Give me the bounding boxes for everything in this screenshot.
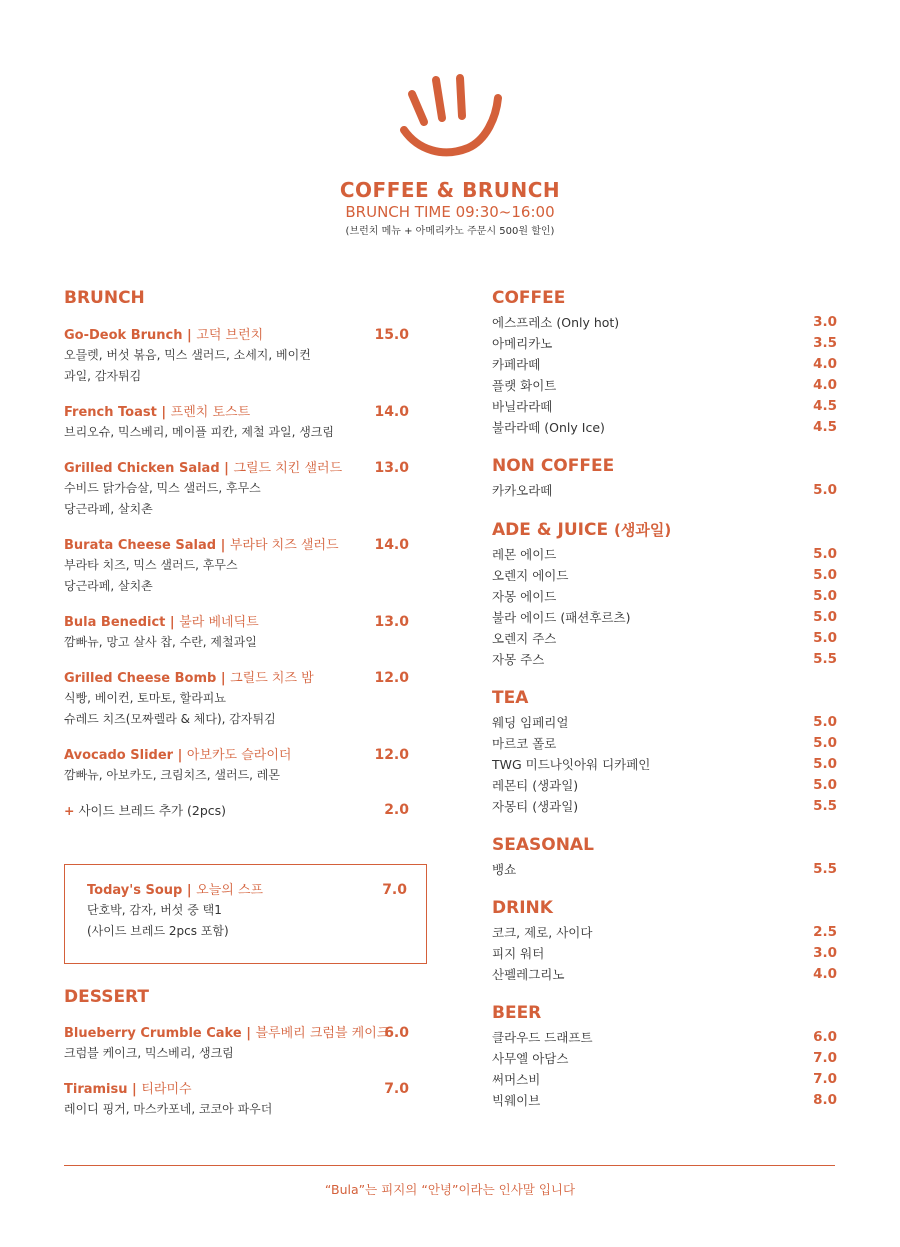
section-title-brunch: BRUNCH — [64, 288, 145, 308]
beer-list — [492, 1027, 837, 1111]
list-item — [492, 859, 837, 880]
list-item — [492, 1048, 837, 1069]
list-item — [492, 312, 837, 333]
menu-item: Grilled Cheese Bomb | 그릴드 치즈 밤 12.0 식빵, 베이컨, 토마토, 할라피뇨 슈레드 치즈(모짜렐라 & 체다), 감자튀김 — [64, 670, 409, 730]
item-name-kr: 프렌치 토스트 — [170, 405, 251, 420]
item-price: 5.5 — [813, 651, 837, 667]
item-name: 불라라떼 (Only Ice) — [492, 420, 605, 435]
item-price: 3.0 — [813, 945, 837, 961]
ade-list — [492, 544, 837, 670]
item-price: 5.0 — [813, 609, 837, 625]
item-price: 7.0 — [813, 1071, 837, 1087]
item-price: 14.0 — [374, 404, 409, 420]
item-name: 오렌지 에이드 — [492, 568, 569, 583]
brunch-time: BRUNCH TIME 09:30~16:00 — [345, 203, 555, 221]
dessert-section — [64, 987, 409, 1120]
list-item — [492, 1090, 837, 1111]
item-desc: 과일, 감자튀김 — [64, 369, 142, 383]
item-desc: 브리오슈, 믹스베리, 메이플 피칸, 제철 과일, 생크림 — [64, 425, 334, 439]
menu-item: Grilled Chicken Salad | 그릴드 치킨 샐러드 13.0 수비드 닭가슴살, 믹스 샐러드, 후무스 당근라페, 살치촌 — [64, 460, 409, 520]
item-name-en: Avocado Slider — [64, 748, 174, 763]
item-name: 피지 워터 — [492, 946, 545, 961]
list-item — [492, 943, 837, 964]
drink-list — [492, 922, 837, 985]
list-item — [492, 417, 837, 438]
item-desc: 수비드 닭가슴살, 믹스 샐러드, 후무스 — [64, 481, 261, 495]
footer-divider — [64, 1165, 835, 1166]
ade-title: ADE & JUICE — [492, 520, 609, 540]
item-name-en: Tiramisu — [64, 1082, 128, 1097]
item-price: 5.0 — [813, 567, 837, 583]
side-bread-price: 2.0 — [384, 802, 409, 818]
tea-list — [492, 712, 837, 817]
section-title-seasonal: SEASONAL — [492, 835, 594, 855]
section-title-drink: DRINK — [492, 898, 553, 918]
item-price: 6.0 — [813, 1029, 837, 1045]
item-price: 5.0 — [813, 735, 837, 751]
item-name-kr: 고덕 브런치 — [196, 328, 264, 343]
item-name: 빅웨이브 — [492, 1093, 541, 1108]
list-item — [492, 396, 837, 417]
item-name-kr: 티라미수 — [141, 1082, 192, 1097]
item-price: 5.5 — [813, 798, 837, 814]
menu-item: French Toast | 프렌치 토스트 14.0 브리오슈, 믹스베리, 메이플 피칸, 제철 과일, 생크림 — [64, 404, 409, 443]
item-price: 14.0 — [374, 537, 409, 553]
soup-name-kr: 오늘의 스프 — [196, 883, 264, 898]
menu-item: Bula Benedict | 불라 베네딕트 13.0 깜빠뉴, 망고 살사 찹, 수란, 제철과일 — [64, 614, 409, 653]
item-name-en: Go-Deok Brunch — [64, 328, 183, 343]
list-item — [492, 480, 837, 501]
item-name: 코크, 제로, 사이다 — [492, 925, 593, 940]
item-price: 4.0 — [813, 356, 837, 372]
left-column — [64, 288, 409, 821]
item-name: 바닐라라떼 — [492, 399, 553, 414]
list-item — [492, 1027, 837, 1048]
item-name: 산펠레그리노 — [492, 967, 565, 982]
section-title-tea: TEA — [492, 688, 529, 708]
menu-item: Go-Deok Brunch | 고덕 브런치 15.0 오믈렛, 버섯 볶음, 믹스 샐러드, 소세지, 베이컨 과일, 감자튀김 — [64, 327, 409, 387]
item-name: 에스프레소 (Only hot) — [492, 315, 620, 330]
list-item — [492, 796, 837, 817]
section-title-dessert: DESSERT — [64, 987, 149, 1007]
item-name-kr: 블루베리 크럼블 케이크 — [255, 1026, 390, 1041]
seasonal-list — [492, 859, 837, 880]
side-bread-item — [64, 800, 409, 821]
item-desc: 부라타 치즈, 믹스 샐러드, 후무스 — [64, 558, 238, 572]
soup-item: Today's Soup | 오늘의 스프 7.0 단호박, 감자, 버섯 중 택1 (사이드 브레드 2pcs 포함) — [87, 882, 407, 942]
item-name-kr: 불라 베네딕트 — [179, 615, 259, 630]
item-desc: 당근라페, 살치촌 — [64, 502, 153, 516]
item-price: 3.0 — [813, 314, 837, 330]
footer-text: “Bula”는 피지의 “안녕”이라는 인사말 입니다 — [324, 1182, 576, 1197]
list-item — [492, 1069, 837, 1090]
item-price: 4.0 — [813, 966, 837, 982]
item-name: 레몬티 (생과일) — [492, 778, 579, 793]
list-item — [492, 628, 837, 649]
soup-price: 7.0 — [382, 882, 407, 898]
soup-name-en: Today's Soup — [87, 883, 183, 898]
noncoffee-list — [492, 480, 837, 501]
item-price: 5.5 — [813, 861, 837, 877]
item-name: 써머스비 — [492, 1072, 541, 1087]
list-item — [492, 354, 837, 375]
item-name-en: Bula Benedict — [64, 615, 166, 630]
plus-icon: + — [64, 803, 75, 818]
item-name-kr: 그릴드 치즈 밤 — [230, 671, 314, 686]
item-name-kr: 그릴드 치킨 샐러드 — [233, 461, 343, 476]
section-title-noncoffee: NON COFFEE — [492, 456, 615, 476]
list-item — [492, 775, 837, 796]
right-column — [492, 288, 837, 1111]
item-name: 마르코 폴로 — [492, 736, 557, 751]
list-item — [492, 754, 837, 775]
page-title: COFFEE & BRUNCH — [339, 178, 561, 202]
menu-item: Burata Cheese Salad | 부라타 치즈 샐러드 14.0 부라타 치즈, 믹스 샐러드, 후무스 당근라페, 살치촌 — [64, 537, 409, 597]
item-name-en: French Toast — [64, 405, 157, 420]
item-name-en: Burata Cheese Salad — [64, 538, 217, 553]
item-price: 7.0 — [813, 1050, 837, 1066]
item-price: 5.0 — [813, 588, 837, 604]
item-price: 5.0 — [813, 546, 837, 562]
item-price: 5.0 — [813, 714, 837, 730]
item-desc: 깜빠뉴, 망고 살사 찹, 수란, 제철과일 — [64, 635, 257, 649]
item-desc: 슈레드 치즈(모짜렐라 & 체다), 감자튀김 — [64, 712, 276, 726]
soup-desc: 단호박, 감자, 버섯 중 택1 — [87, 903, 222, 917]
list-item — [492, 733, 837, 754]
item-price: 5.0 — [813, 482, 837, 498]
item-desc: 오믈렛, 버섯 볶음, 믹스 샐러드, 소세지, 베이컨 — [64, 348, 311, 362]
list-item — [492, 649, 837, 670]
item-name-en: Blueberry Crumble Cake — [64, 1026, 242, 1041]
coffee-list — [492, 312, 837, 438]
item-price: 4.5 — [813, 398, 837, 414]
item-name: 웨딩 임페리얼 — [492, 715, 569, 730]
list-item — [492, 712, 837, 733]
item-name: 플랫 화이트 — [492, 378, 557, 393]
discount-note: (브런치 메뉴 + 아메리카노 주문시 500원 할인) — [345, 226, 555, 237]
item-price: 12.0 — [374, 747, 409, 763]
item-price: 4.5 — [813, 419, 837, 435]
item-price: 7.0 — [384, 1081, 409, 1097]
item-name: 카페라떼 — [492, 357, 541, 372]
item-name: TWG 미드나잇아워 디카페인 — [492, 757, 651, 772]
item-price: 15.0 — [374, 327, 409, 343]
soup-desc: (사이드 브레드 2pcs 포함) — [87, 924, 229, 938]
item-name: 사무엘 아담스 — [492, 1051, 569, 1066]
item-price: 5.0 — [813, 777, 837, 793]
section-title-ade — [492, 519, 837, 540]
item-name: 아메리카노 — [492, 336, 553, 351]
ade-title-kr: (생과일) — [614, 521, 672, 539]
item-name-kr: 부라타 치즈 샐러드 — [229, 538, 339, 553]
item-desc: 크럼블 케이크, 믹스베리, 생크림 — [64, 1046, 234, 1060]
item-name: 클라우드 드래프트 — [492, 1030, 593, 1045]
list-item — [492, 586, 837, 607]
item-price: 5.0 — [813, 630, 837, 646]
item-name: 자몽 주스 — [492, 652, 545, 667]
section-title-coffee: COFFEE — [492, 288, 566, 308]
item-name: 자몽티 (생과일) — [492, 799, 579, 814]
list-item — [492, 607, 837, 628]
menu-item: Avocado Slider | 아보카도 슬라이더 12.0 깜빠뉴, 아보카도, 크림치즈, 샐러드, 레몬 — [64, 747, 409, 786]
item-name-en: Grilled Chicken Salad — [64, 461, 220, 476]
item-desc: 식빵, 베이컨, 토마토, 할라피뇨 — [64, 691, 226, 705]
item-price: 3.5 — [813, 335, 837, 351]
menu-item: Blueberry Crumble Cake | 블루베리 크럼블 케이크 6.0 크럼블 케이크, 믹스베리, 생크림 — [64, 1025, 409, 1064]
item-desc: 깜빠뉴, 아보카도, 크림치즈, 샐러드, 레몬 — [64, 768, 280, 782]
item-price: 12.0 — [374, 670, 409, 686]
section-title-beer: BEER — [492, 1003, 542, 1023]
list-item — [492, 544, 837, 565]
item-desc: 레이디 핑거, 마스카포네, 코코아 파우더 — [64, 1102, 273, 1116]
item-name: 뱅쇼 — [492, 862, 517, 877]
item-desc: 당근라페, 살치촌 — [64, 579, 153, 593]
item-price: 13.0 — [374, 460, 409, 476]
list-item — [492, 565, 837, 586]
item-price: 5.0 — [813, 756, 837, 772]
side-bread-label: 사이드 브레드 추가 (2pcs) — [78, 803, 227, 818]
soup-box — [64, 864, 427, 964]
item-price: 6.0 — [384, 1025, 409, 1041]
item-name: 레몬 에이드 — [492, 547, 557, 562]
list-item — [492, 333, 837, 354]
item-price: 13.0 — [374, 614, 409, 630]
item-name-kr: 아보카도 슬라이더 — [186, 748, 292, 763]
item-name: 카카오라떼 — [492, 483, 553, 498]
item-price: 2.5 — [813, 924, 837, 940]
list-item — [492, 964, 837, 985]
menu-item: Tiramisu | 티라미수 7.0 레이디 핑거, 마스카포네, 코코아 파우더 — [64, 1081, 409, 1120]
list-item — [492, 375, 837, 396]
item-name: 오렌지 주스 — [492, 631, 557, 646]
item-price: 4.0 — [813, 377, 837, 393]
item-price: 8.0 — [813, 1092, 837, 1108]
hand-logo-icon — [398, 72, 502, 162]
item-name: 자몽 에이드 — [492, 589, 557, 604]
list-item — [492, 922, 837, 943]
item-name: 불라 에이드 (패션후르츠) — [492, 610, 631, 625]
item-name-en: Grilled Cheese Bomb — [64, 671, 217, 686]
